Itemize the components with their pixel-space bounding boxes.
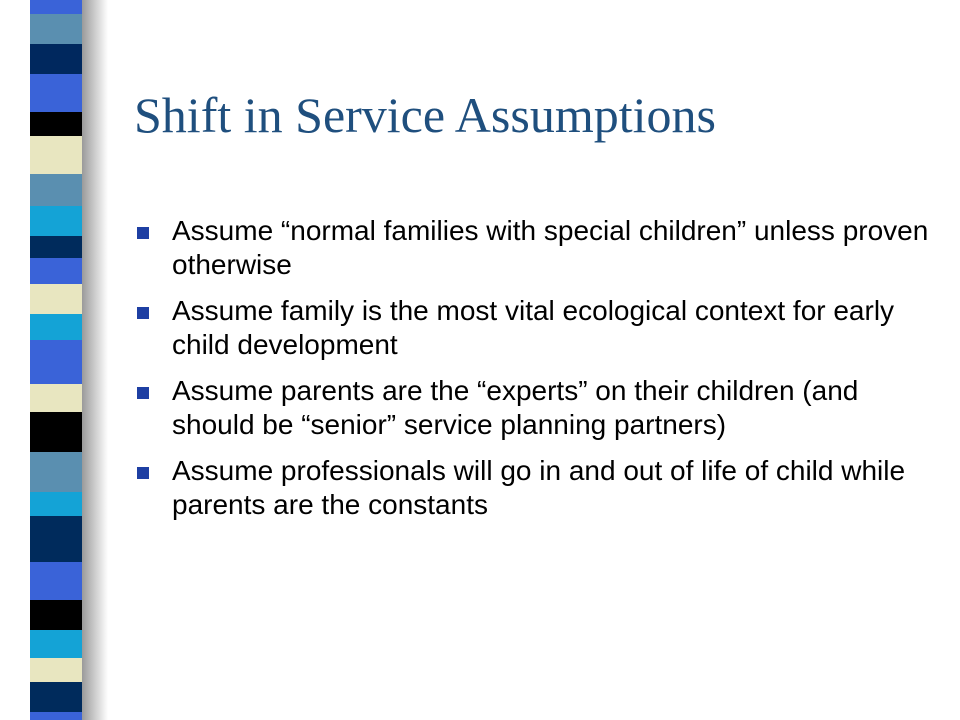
stripe — [30, 0, 82, 14]
square-bullet-icon — [137, 387, 149, 399]
square-bullet-icon — [137, 467, 149, 479]
bullet-text: Assume family is the most vital ecological context for early child development — [172, 295, 895, 360]
stripe — [30, 112, 82, 136]
stripe — [30, 516, 82, 562]
stripe — [30, 658, 82, 682]
stripe — [30, 412, 82, 452]
decorative-stripe-bar — [30, 0, 82, 720]
stripe — [30, 258, 82, 284]
stripe — [30, 600, 82, 630]
stripe — [30, 74, 82, 112]
square-bullet-icon — [137, 227, 149, 239]
stripe — [30, 206, 82, 236]
bullet-item — [134, 294, 934, 362]
stripe — [30, 314, 82, 340]
stripe — [30, 14, 82, 44]
bullet-text: Assume “normal families with special children” unless proven otherwise — [172, 215, 929, 280]
bullet-item — [134, 374, 934, 442]
slide-title: Shift in Service Assumptions — [134, 87, 716, 143]
stripe — [30, 136, 82, 174]
bullet-text: Assume parents are the “experts” on their children (and should be “senior” service planning partners) — [172, 375, 859, 440]
bullet-list — [134, 214, 934, 534]
stripe — [30, 174, 82, 206]
stripe — [30, 562, 82, 600]
stripe — [30, 44, 82, 74]
stripe — [30, 236, 82, 258]
stripe — [30, 712, 82, 720]
bullet-item — [134, 454, 934, 522]
stripe — [30, 384, 82, 412]
stripe — [30, 340, 82, 384]
stripe-bar-shadow — [82, 0, 108, 720]
stripe — [30, 452, 82, 492]
square-bullet-icon — [137, 307, 149, 319]
bullet-text: Assume professionals will go in and out of life of child while parents are the constants — [172, 455, 906, 520]
stripe — [30, 682, 82, 712]
stripe — [30, 284, 82, 314]
stripe — [30, 492, 82, 516]
bullet-item — [134, 214, 934, 282]
stripe — [30, 630, 82, 658]
